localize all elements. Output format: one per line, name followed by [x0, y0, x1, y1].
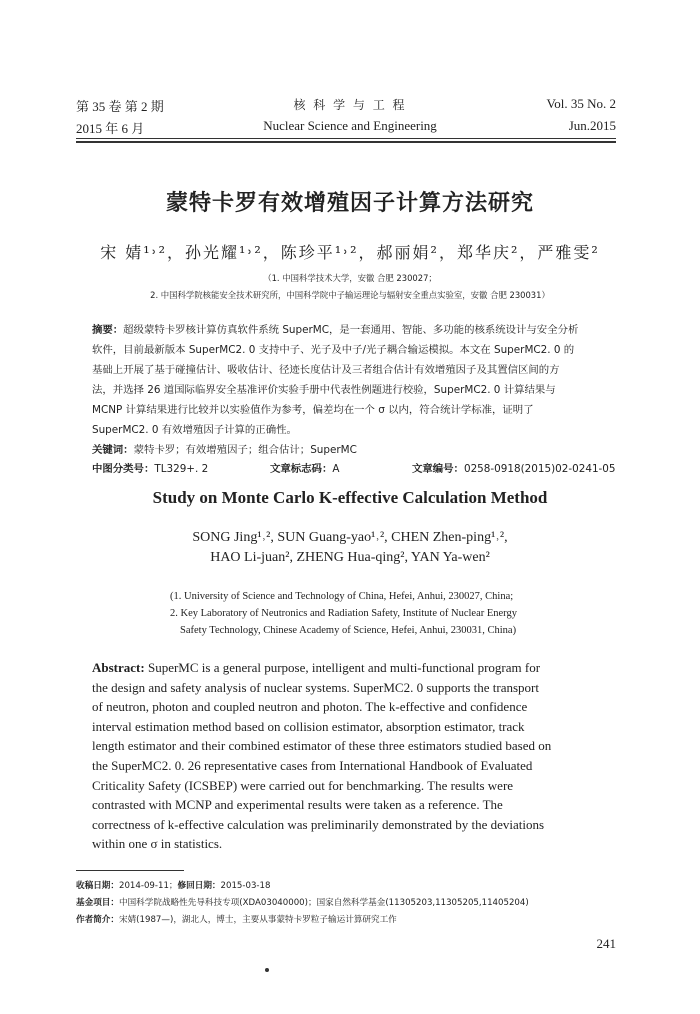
abstract-cn-label: 摘要： — [92, 324, 124, 336]
abstract-cn — [92, 320, 612, 440]
footnote-rule — [76, 870, 184, 871]
affiliation-en-1: (1. University of Science and Technology of China, Hefei, Anhui, 230027, China; — [170, 591, 514, 602]
abstract-en-label: Abstract: — [92, 660, 145, 675]
abstract-cn-line: MCNP 计算结果进行比较并以实验值作为参考，偏差均在一个 σ 以内，符合统计学标准，证明了 — [92, 404, 534, 416]
publication-date-en: Jun.2015 — [568, 118, 616, 133]
journal-title-cn: 核 科 学 与 工 程 — [293, 98, 407, 112]
article-number-label: 文章编号： — [412, 463, 464, 475]
abstract-en-line: within one σ in statistics. — [92, 836, 223, 852]
header-rule-thin — [76, 138, 616, 139]
paper-title-cn: 蒙特卡罗有效增殖因子计算方法研究 — [165, 191, 534, 216]
bio-text: 宋婧(1987—)，湖北人，博士，主要从事蒙特卡罗粒子输运计算研究工作 — [118, 915, 397, 925]
authors-cn: 宋 婧¹˒²，孙光耀¹˒²，陈珍平¹˒²，郝丽娟²，郑华庆²，严雅雯² — [100, 243, 600, 262]
revised-date: 2015-03-18 — [220, 881, 271, 891]
abstract-en-line: contrasted with MCNP and experimental results were taken as a reference. The — [92, 797, 503, 813]
abstract-en — [92, 658, 616, 854]
authors-en-line2: HAO Li-juan², ZHENG Hua-qing², YAN Ya-wen² — [210, 550, 490, 565]
volume-issue-en: Vol. 35 No. 2 — [546, 96, 616, 111]
journal-title-en: Nuclear Science and Engineering — [263, 118, 437, 133]
clc-value: TL329+. 2 — [154, 463, 209, 475]
footnotes — [76, 878, 636, 929]
document-code — [270, 460, 339, 475]
abstract-cn-line: 法，并选择 26 道国际临界安全基准评价实验手册中代表性例题进行校验，SuperMC2. 0 计算结果与 — [92, 384, 556, 396]
abstract-cn-line: 超级蒙特卡罗核计算仿真软件系统 SuperMC，是一套通用、智能、多功能的核系统设计与安全分析 — [123, 324, 579, 336]
affiliation-cn-2: 2. 中国科学院核能安全技术研究所，中国科学院中子输运理论与辐射安全重点实验室，安徽 合肥 230031） — [150, 290, 550, 300]
clc-number — [92, 460, 208, 475]
abstract-cn-line: 基础上开展了基于碰撞估计、吸收估计、径迹长度估计及三者组合估计有效增殖因子及其置信区间的方 — [92, 364, 560, 376]
authors-en-line1: SONG Jing¹˒², SUN Guang-yao¹˒², CHEN Zhen-ping¹˒², — [192, 530, 508, 545]
clc-label: 中图分类号： — [92, 463, 155, 475]
keywords-cn-label: 关键词： — [92, 444, 134, 456]
abstract-en-line: the design and safety analysis of nuclear systems. SuperMC2. 0 supports the transport — [92, 679, 539, 695]
received-label: 收稿日期： — [76, 881, 119, 891]
abstract-en-line: length estimator and their combined estimator of these three estimators studied based on — [92, 738, 552, 754]
footnote-bio — [76, 912, 636, 929]
fund-label: 基金项目： — [76, 898, 119, 908]
abstract-en-line: correctness of k-effective calculation was preliminarily demonstrated by the deviations — [92, 816, 545, 832]
received-date: 2014-09-11； — [118, 881, 178, 891]
article-number-value: 0258-0918(2015)02-0241-05 — [463, 463, 616, 475]
document-code-value: A — [332, 463, 340, 475]
revised-label: 修回日期： — [177, 881, 221, 891]
publication-date: 2015 年 6 月 — [76, 121, 145, 136]
abstract-en-line: SuperMC is a general purpose, intelligent and multi-functional program for — [147, 660, 541, 675]
footnote-dates — [76, 878, 636, 895]
page-number: 241 — [596, 936, 616, 951]
affiliation-cn-1: （1. 中国科学技术大学，安徽 合肥 230027； — [263, 273, 437, 283]
abstract-en-line: Criticality Safety (ICSBEP) were carried out for benchmarking. The results were — [92, 777, 514, 793]
scan-speck — [265, 968, 269, 972]
article-number — [412, 460, 616, 475]
fund-text: 中国科学院战略性先导科技专项(XDA03040000)；国家自然科学基金(11305203,11305205,11405204) — [118, 898, 529, 908]
affiliation-en-3: Safety Technology, Chinese Academy of Science, Hefei, Anhui, 230031, China) — [180, 625, 517, 636]
abstract-cn-line: SuperMC2. 0 有效增殖因子计算的正确性。 — [92, 424, 297, 436]
paper-title-en: Study on Monte Carlo K-effective Calculation Method — [152, 488, 548, 507]
header-rule-thick — [76, 141, 616, 143]
keywords-cn — [92, 441, 357, 456]
abstract-en-line: of neutron, photon and coupled neutron and photon. The k-effective and confidence — [92, 699, 528, 715]
abstract-cn-line: 软件，目前最新版本 SuperMC2. 0 支持中子、光子及中子/光子耦合输运模拟。本文在 SuperMC2. 0 的 — [92, 344, 575, 356]
document-code-label: 文章标志码： — [270, 463, 333, 475]
bio-label: 作者简介： — [76, 915, 119, 925]
footnote-fund — [76, 895, 636, 912]
keywords-cn-text: 蒙特卡罗；有效增殖因子；组合估计；SuperMC — [133, 444, 357, 456]
affiliation-en-2: 2. Key Laboratory of Neutronics and Radiation Safety, Institute of Nuclear Energy — [170, 608, 517, 619]
volume-issue: 第 35 卷 第 2 期 — [76, 99, 164, 114]
abstract-en-line: the SuperMC2. 0. 26 representative cases from International Handbook of Evaluated — [92, 757, 533, 773]
abstract-en-line: interval estimation method based on collision estimator, absorption estimator, track — [92, 718, 525, 734]
